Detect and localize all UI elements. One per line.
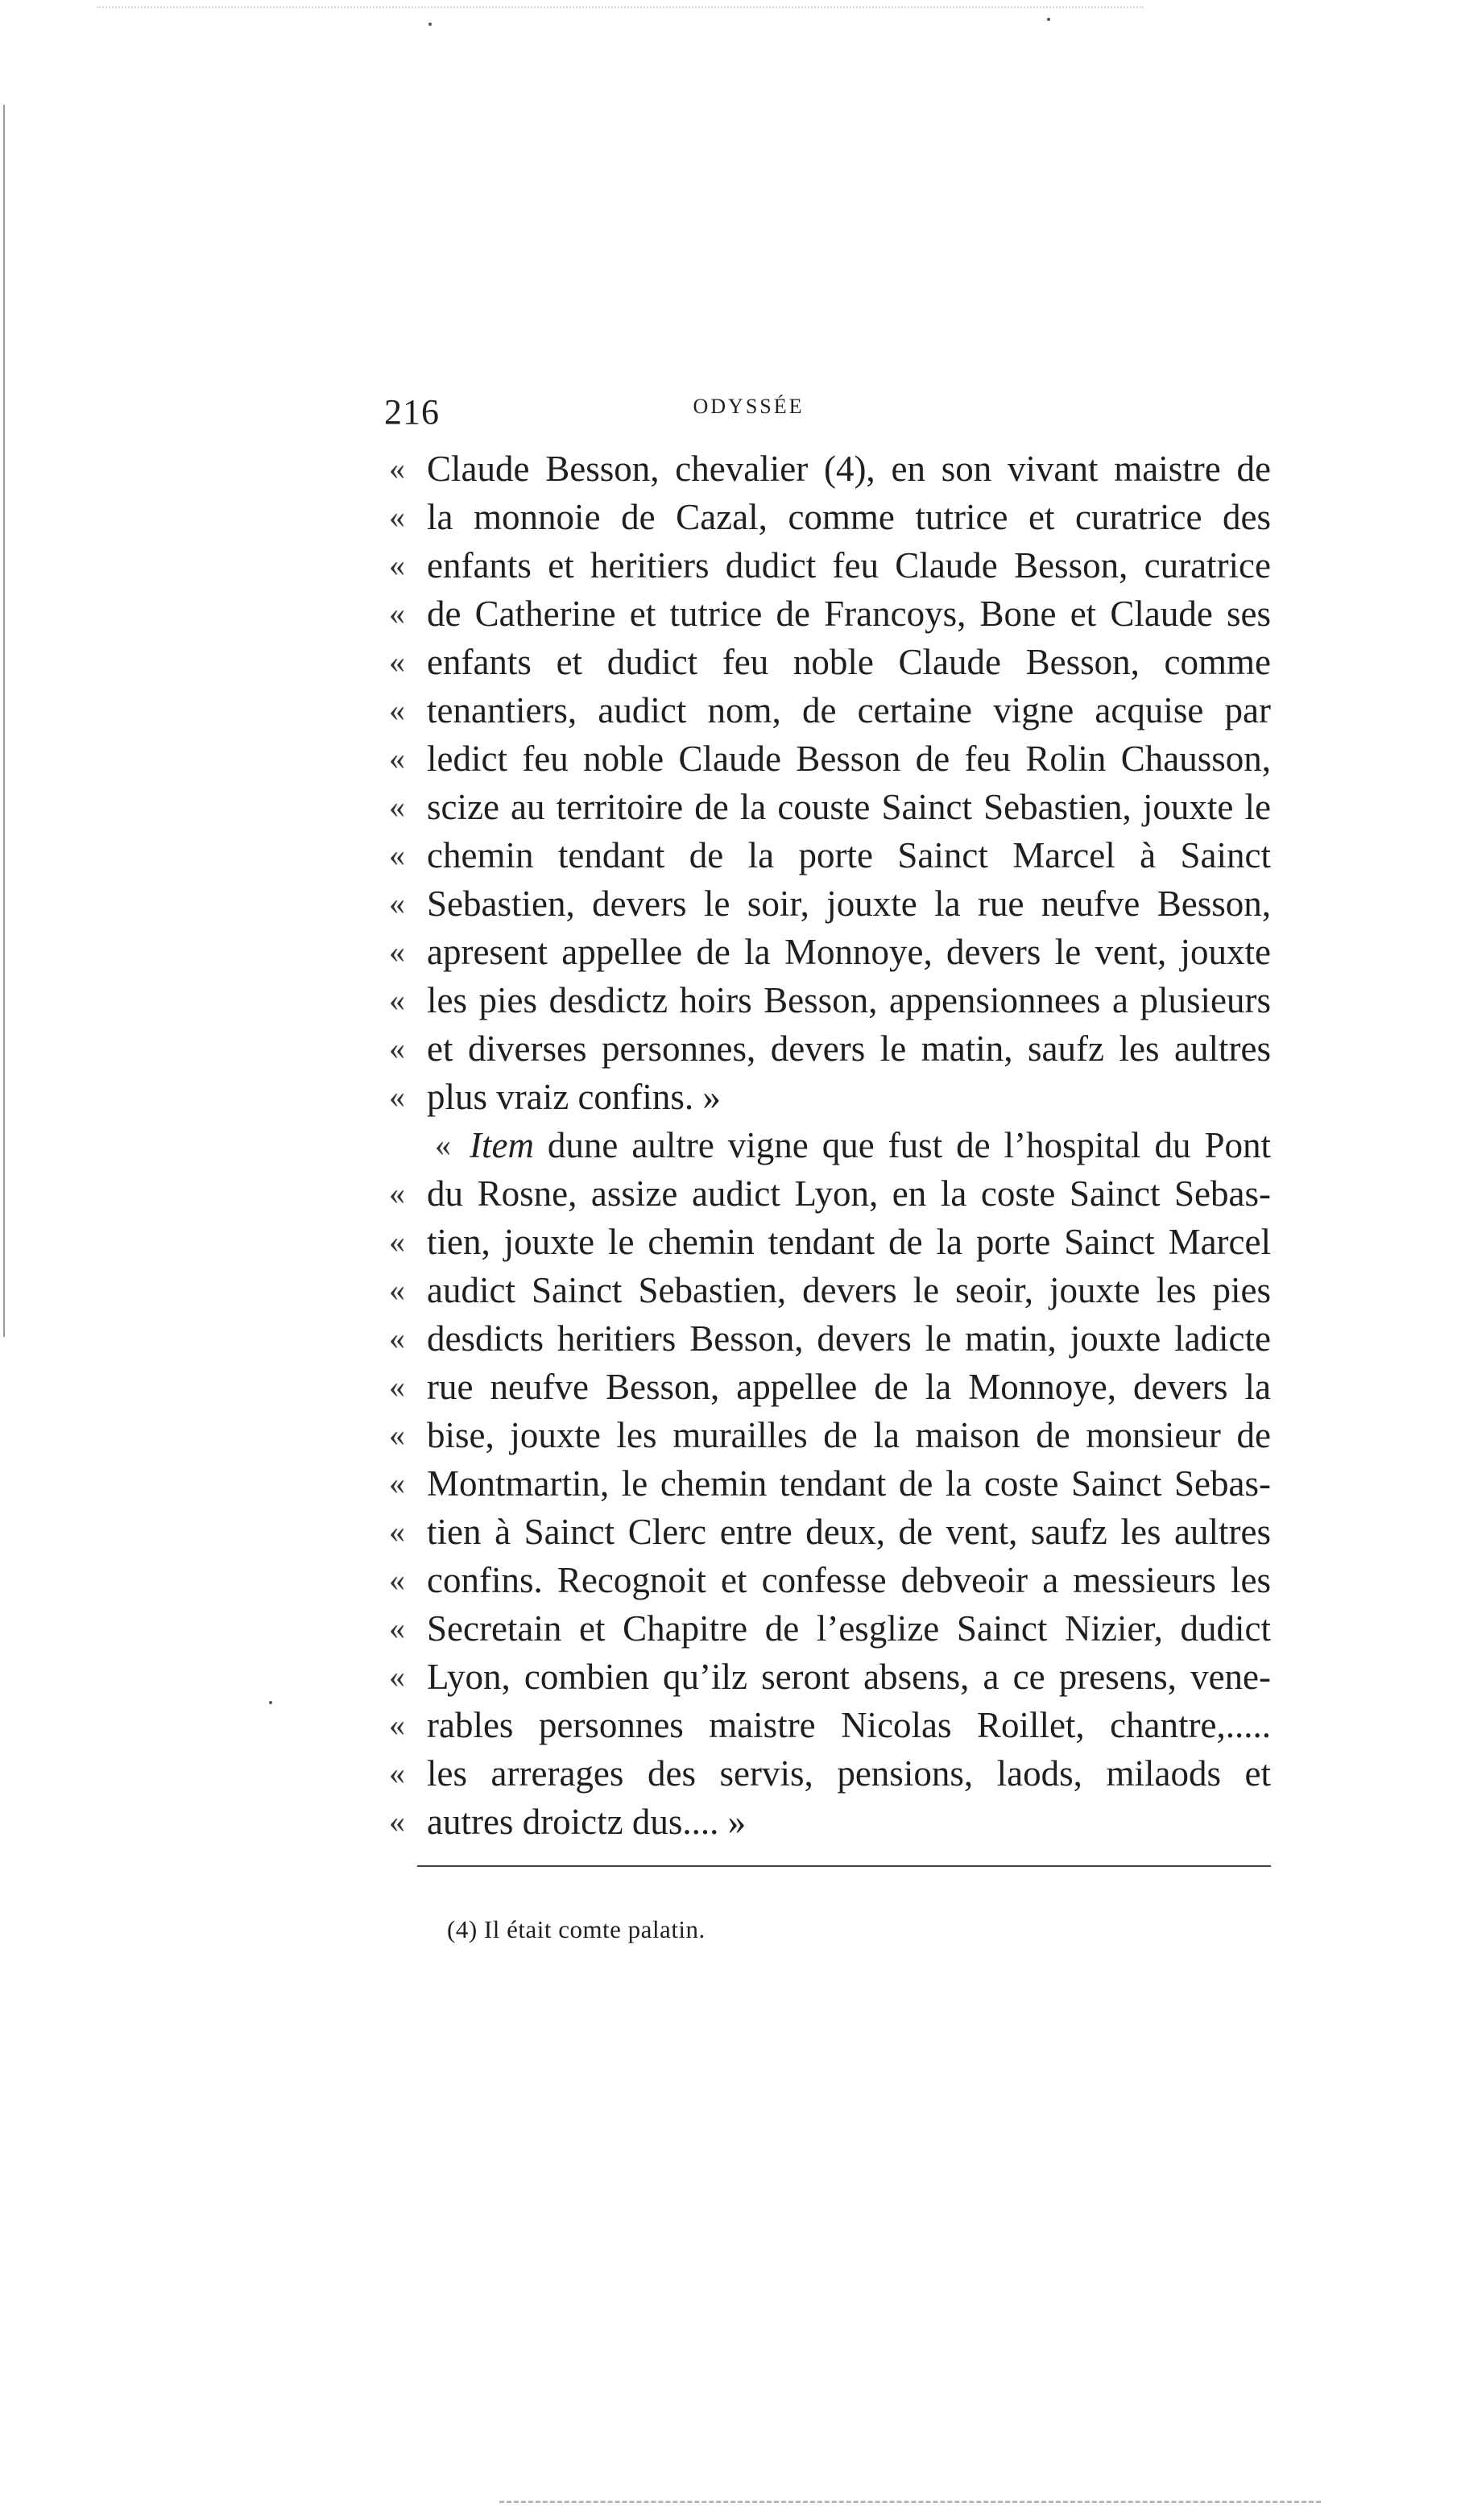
line-text: rue neufve Besson, appellee de la Monnoye, devers la (427, 1367, 1271, 1407)
guillemet: « (389, 837, 405, 873)
guillemet: « (389, 885, 405, 921)
guillemet: « (389, 499, 405, 535)
scan-top-specks (97, 6, 1144, 11)
guillemet: « (389, 1368, 405, 1405)
guillemet: « (389, 692, 405, 728)
page-number: 216 (384, 392, 440, 432)
scan-bottom-dashes (499, 2501, 1321, 2505)
guillemet: « (389, 1465, 405, 1501)
line-text: ledict feu noble Claude Besson de feu Rolin Chausson, (427, 739, 1271, 779)
guillemet: « (435, 1127, 451, 1163)
line-text: Secretain et Chapitre de l’esglize Sainct Nizier, dudict (427, 1608, 1271, 1649)
line-text: apresent appellee de la Monnoye, devers le vent, jouxte (427, 932, 1271, 972)
guillemet: « (389, 1030, 405, 1066)
line-text: audict Sainct Sebastien, devers le seoir, jouxte les pies (427, 1270, 1271, 1310)
guillemet: « (389, 595, 405, 631)
line-text: autres droictz dus.... » (427, 1802, 747, 1842)
line-text: et diverses personnes, devers le matin, saufz les aultres (427, 1028, 1271, 1069)
line-text: enfants et heritiers dudict feu Claude Besson, curatrice (427, 545, 1271, 586)
footnote: (4) Il était comte palatin. (447, 1915, 706, 1943)
scan-speck (1047, 18, 1050, 21)
line-text: confins. Recognoit et confesse debveoir a messieurs les (427, 1560, 1271, 1600)
line-text: Sebastien, devers le soir, jouxte la rue neufve Besson, (427, 883, 1271, 924)
guillemet: « (389, 1513, 405, 1550)
running-head: ODYSSÉE (693, 395, 805, 418)
scan-speck (428, 23, 432, 26)
guillemet: « (389, 788, 405, 825)
line-text: tien à Sainct Clerc entre deux, de vent, saufz les aultres (427, 1512, 1271, 1552)
line-text: tenantiers, audict nom, de certaine vigne acquise par (427, 690, 1271, 730)
line-text: Montmartin, le chemin tendant de la coste Sainct Sebas- (427, 1463, 1271, 1504)
line-text-rest: dune aultre vigne que fust de l’hospital du Pont (533, 1125, 1271, 1165)
guillemet: « (389, 982, 405, 1018)
guillemet: « (389, 1562, 405, 1598)
line-text: scize au territoire de la couste Sainct Sebastien, jouxte le (427, 787, 1271, 827)
guillemet: « (389, 1272, 405, 1308)
scan-page-edge (3, 105, 5, 1337)
line-text: tien, jouxte le chemin tendant de la porte Sainct Marcel (427, 1222, 1271, 1262)
guillemet: « (389, 1658, 405, 1694)
guillemet: « (389, 1755, 405, 1791)
guillemet: « (389, 740, 405, 776)
line-text: de Catherine et tutrice de Francoys, Bone et Claude ses (427, 594, 1271, 634)
guillemet: « (389, 1078, 405, 1115)
line-text: du Rosne, assize audict Lyon, en la coste Sainct Sebas- (427, 1173, 1271, 1214)
line-text: les arrerages des servis, pensions, laods, milaods et (427, 1753, 1271, 1794)
guillemet: « (389, 1707, 405, 1743)
guillemet: « (389, 1175, 405, 1211)
item-word: Item (470, 1125, 534, 1165)
line-text: desdicts heritiers Besson, devers le matin, jouxte ladicte (427, 1318, 1271, 1359)
guillemet: « (389, 547, 405, 583)
line-text: les pies desdictz hoirs Besson, appensionnees a plusieurs (427, 980, 1271, 1020)
line-text: rables personnes maistre Nicolas Roillet, chantre,..... (427, 1705, 1271, 1745)
scan-speck (269, 1701, 272, 1704)
guillemet: « (389, 933, 405, 970)
footnote-rule (417, 1865, 1271, 1867)
guillemet: « (389, 1417, 405, 1453)
line-text: enfants et dudict feu noble Claude Besson, comme (427, 642, 1271, 682)
guillemet: « (389, 450, 405, 486)
guillemet: « (389, 1803, 405, 1839)
line-text (470, 1121, 1271, 1169)
line-text: Lyon, combien qu’ilz seront absens, a ce presens, vene- (427, 1657, 1271, 1697)
guillemet: « (389, 1610, 405, 1646)
line-text: Claude Besson, chevalier (4), en son vivant maistre de (427, 449, 1271, 489)
guillemet: « (389, 643, 405, 680)
line-text: la monnoie de Cazal, comme tutrice et curatrice des (427, 497, 1271, 537)
guillemet: « (389, 1223, 405, 1260)
line-text: chemin tendant de la porte Sainct Marcel à Sainct (427, 835, 1271, 875)
guillemet: « (389, 1320, 405, 1356)
line-text: bise, jouxte les murailles de la maison de monsieur de (427, 1415, 1271, 1455)
line-text: plus vraiz confins. » (427, 1077, 721, 1117)
